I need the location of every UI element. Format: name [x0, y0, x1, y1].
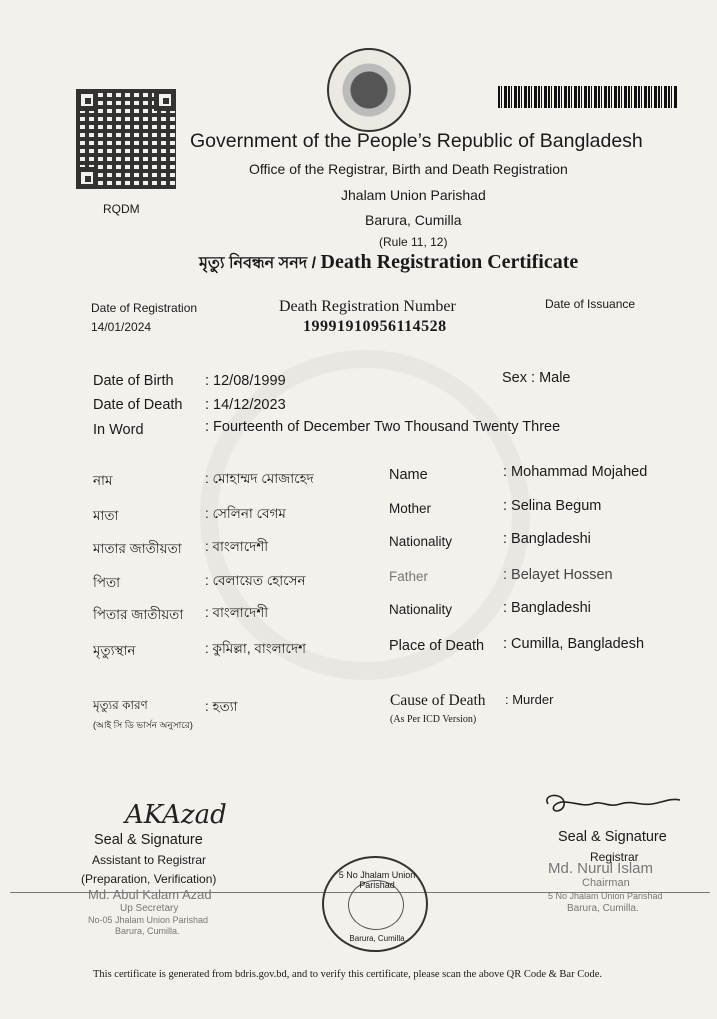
mother-nationality-en-label: Nationality	[389, 534, 453, 549]
dob-label: Date of Birth	[93, 373, 174, 389]
country-heading: Government of the People’s Republic of Bangladesh	[190, 130, 643, 152]
cause-en-label: Cause of Death	[390, 692, 486, 709]
mother-en-label: Mother	[389, 501, 432, 516]
cause-en-note: (As Per ICD Version)	[390, 714, 477, 725]
mother-nationality-en-value: : Bangladeshi	[503, 531, 591, 547]
certificate-title	[199, 250, 578, 277]
left-role: Assistant to Registrar	[92, 853, 207, 867]
right-seal-title: Seal & Signature	[558, 829, 667, 845]
left-designation: Up Secretary	[120, 903, 179, 914]
father-nationality-en-value: : Bangladeshi	[503, 600, 591, 616]
footer-note: This certificate is generated from bdris.gov.bd, and to verify this certificate, please scan the above QR Code & Bar Code.	[93, 969, 602, 980]
cause-bn-label: মৃত্যুর কারণ	[93, 698, 148, 712]
father-en-value: : Belayet Hossen	[503, 567, 613, 583]
left-seal-title: Seal & Signature	[94, 832, 203, 848]
father-en-label: Father	[389, 569, 429, 584]
father-bn-value: : বেলায়েত হোসেন	[205, 573, 306, 588]
father-nationality-bn-value: : বাংলাদেশী	[205, 605, 269, 620]
mother-nationality-bn-label: মাতার জাতীয়তা	[93, 541, 182, 556]
left-name: Md. Abul Kalam Azad	[88, 887, 212, 902]
qr-label: RQDM	[103, 202, 140, 216]
stamp-text: 5 No Jhalam Union Parishad	[338, 870, 416, 890]
name-bn-label: নাম	[93, 473, 113, 488]
right-office: 5 No Jhalam Union Parishad	[548, 891, 663, 901]
title-en: Death Registration Certificate	[320, 251, 579, 273]
name-bn-value: : মোহাম্মদ মোজাহেদ	[205, 471, 314, 486]
location-heading: Barura, Cumilla	[365, 212, 462, 228]
father-bn-label: পিতা	[93, 575, 121, 590]
name-en-label: Name	[389, 467, 428, 483]
qr-code	[76, 89, 176, 189]
mother-en-value: : Selina Begum	[503, 498, 602, 514]
father-nationality-bn-label: পিতার জাতীয়তা	[93, 607, 184, 622]
right-designation: Chairman	[582, 877, 630, 889]
mother-bn-value: : সেলিনা বেগম	[205, 506, 286, 521]
parishad-heading: Jhalam Union Parishad	[341, 187, 486, 203]
stamp-place: Barura, Cumilla	[349, 934, 405, 943]
issuance-date-label: Date of Issuance	[545, 297, 636, 311]
dod-label: Date of Death	[93, 397, 183, 413]
left-signature: AKAzad	[125, 800, 227, 830]
registration-number-value: 19991910956114528	[303, 318, 447, 335]
place-of-death-en-value: : Cumilla, Bangladesh	[503, 636, 645, 652]
union-parishad-stamp	[322, 856, 428, 952]
office-heading: Office of the Registrar, Birth and Death Registration	[249, 161, 568, 177]
place-of-death-bn-value: : কুমিল্লা, বাংলাদেশ	[205, 641, 307, 656]
right-signature	[540, 790, 700, 820]
dod-value: : 14/12/2023	[205, 397, 286, 413]
registration-date-label: Date of Registration	[91, 301, 198, 315]
cause-en-value: : Murder	[505, 692, 554, 707]
name-en-value: : Mohammad Mojahed	[503, 464, 648, 480]
in-word-label: In Word	[93, 422, 144, 438]
left-place: Barura, Cumilla.	[115, 926, 180, 936]
title-bn: মৃত্যু নিবন্ধন সনদ /	[199, 255, 317, 272]
in-word-value: : Fourteenth of December Two Thousand Twenty Three	[205, 419, 561, 435]
left-office: No-05 Jhalam Union Parishad	[88, 915, 209, 925]
left-role-sub: (Preparation, Verification)	[81, 872, 217, 886]
right-place: Barura, Cumilla.	[567, 903, 639, 914]
cause-bn-value: : হত্যা	[205, 699, 238, 714]
father-nationality-en-label: Nationality	[389, 602, 453, 617]
mother-bn-label: মাতা	[93, 508, 119, 523]
registration-number-label: Death Registration Number	[279, 298, 456, 315]
registration-date-value: 14/01/2024	[91, 320, 152, 334]
place-of-death-en-label: Place of Death	[389, 638, 485, 654]
dob-value: : 12/08/1999	[205, 373, 286, 389]
rule-text: (Rule 11, 12)	[379, 235, 448, 249]
right-name: Md. Nurul Islam	[548, 860, 654, 877]
barcode	[498, 86, 678, 108]
place-of-death-bn-label: মৃত্যুস্থান	[93, 643, 136, 658]
cause-bn-note: (আই সি ডি ভার্সন অনুসারে)	[93, 720, 193, 730]
mother-nationality-bn-value: : বাংলাদেশী	[205, 539, 269, 554]
sex-value: Sex : Male	[502, 370, 571, 386]
government-seal-icon	[327, 48, 411, 132]
right-role: Registrar	[590, 850, 639, 864]
